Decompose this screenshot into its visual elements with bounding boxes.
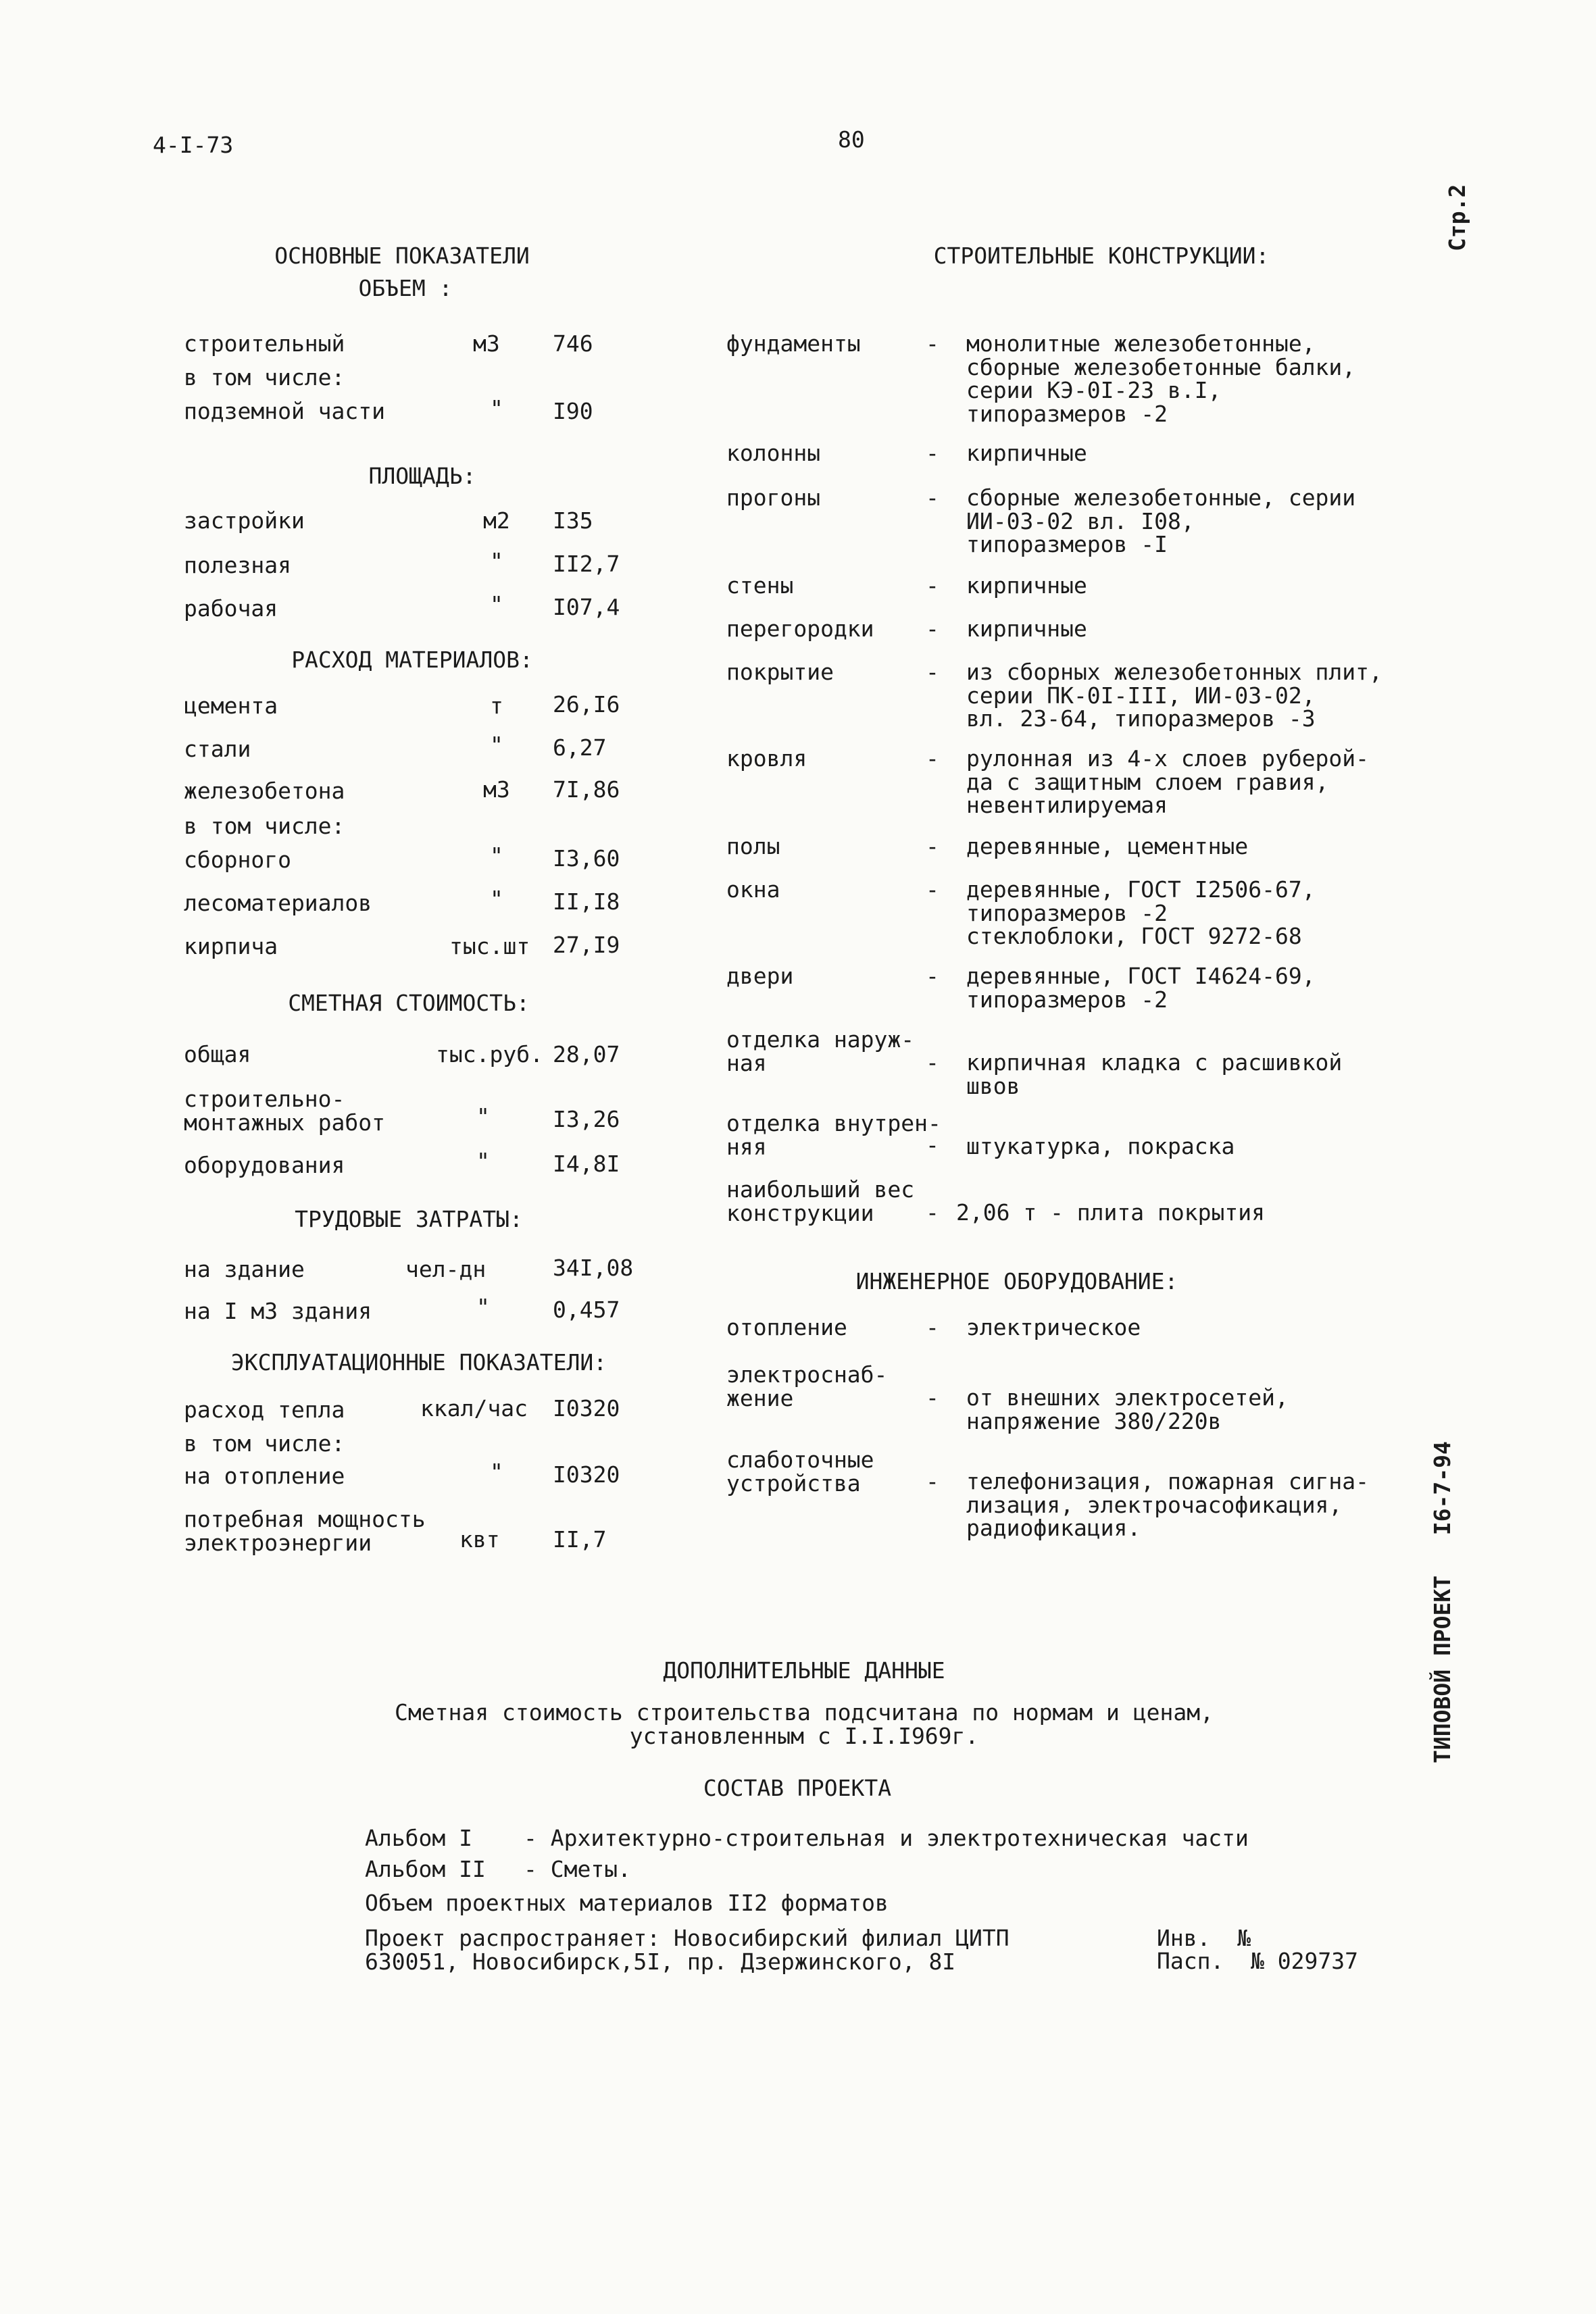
composition-heading: СОСТАВ ПРОЕКТА: [703, 1775, 892, 1801]
row-unit: ": [490, 591, 503, 618]
row-value: II2,7: [553, 551, 620, 577]
constr-value: 2,06 т - плита покрытия: [956, 1199, 1265, 1226]
row-value: I3,60: [553, 845, 620, 872]
row-name: расход тепла: [184, 1397, 345, 1423]
constr-name: колонны: [726, 440, 821, 466]
constr-value: сборные железобетонные, серии ИИ-03-02 вл. I08, типоразмеров -I: [966, 484, 1356, 558]
row-name: железобетона: [184, 778, 345, 804]
eng-dash: -: [926, 1384, 939, 1411]
row-unit: ": [476, 1148, 490, 1174]
area-heading: ПЛОЩАДЬ:: [368, 463, 476, 489]
row-unit: т: [490, 693, 503, 719]
constr-name: фундаменты: [726, 330, 861, 357]
row-unit: ": [490, 886, 503, 912]
eng-name: электроснаб- жение: [726, 1361, 888, 1411]
row-name: оборудования: [184, 1152, 345, 1178]
eng-name: отопление: [726, 1314, 847, 1340]
standard-project-stamp: ТИПОВОЙ ПРОЕКТ I6-7-94: [1429, 1441, 1455, 1763]
row-unit: м3: [483, 776, 510, 803]
inventory-label: Инв. №: [1157, 1925, 1251, 1951]
constr-name: прогоны: [726, 484, 821, 511]
album-label: Альбом I: [365, 1825, 472, 1851]
extra-heading: ДОПОЛНИТЕЛЬНЫЕ ДАННЫЕ: [663, 1657, 945, 1684]
row-unit: ": [490, 395, 503, 422]
row-name: стали: [184, 736, 251, 762]
row-name: на отопление: [184, 1463, 345, 1489]
row-unit: квт: [459, 1526, 500, 1553]
labor-heading: ТРУДОВЫЕ ЗАТРАТЫ:: [295, 1206, 523, 1232]
row-name: в том числе:: [184, 1430, 345, 1457]
row-value: I35: [553, 507, 593, 534]
constr-name: полы: [726, 833, 780, 859]
row-name: общая: [184, 1041, 251, 1067]
row-name: на здание: [184, 1256, 305, 1282]
extra-text: Сметная стоимость строительства подсчитана по нормам и ценам, установленным с I.I.I969г.: [395, 1699, 1214, 1749]
constr-name: отделка внутрен- няя: [726, 1110, 941, 1160]
row-value: I4,8I: [553, 1151, 620, 1177]
exploit-heading: ЭКСПЛУАТАЦИОННЫЕ ПОКАЗАТЕЛИ:: [230, 1349, 607, 1376]
album-text: - Сметы.: [524, 1856, 631, 1882]
row-value: 28,07: [553, 1041, 620, 1067]
constr-name: наибольший вес конструкции: [726, 1176, 915, 1226]
constr-dash: -: [926, 572, 939, 599]
constr-dash: -: [926, 876, 939, 903]
constr-name: кровля: [726, 745, 807, 772]
row-unit: ": [490, 1459, 503, 1485]
row-value: I90: [553, 398, 593, 424]
constr-dash: -: [926, 615, 939, 642]
row-name: на I м3 здания: [184, 1298, 372, 1324]
row-value: 746: [553, 330, 593, 357]
constr-dash: -: [926, 1049, 939, 1076]
eng-dash: -: [926, 1314, 939, 1340]
row-name: кирпича: [184, 933, 278, 959]
row-value: I07,4: [553, 594, 620, 620]
constr-dash: -: [926, 745, 939, 772]
eng-dash: -: [926, 1468, 939, 1494]
constr-name: двери: [726, 963, 794, 989]
row-value: 7I,86: [553, 776, 620, 803]
constr-value: деревянные, ГОСТ I2506-67, типоразмеров -2 стеклоблоки, ГОСТ 9272-68: [966, 876, 1316, 950]
row-value: 34I,08: [553, 1255, 634, 1281]
eng-name: слаботочные устройства: [726, 1447, 874, 1496]
distributor: Проект распространяет: Новосибирский филиал ЦИТП 630051, Новосибирск,5I, пр. Дзержинского, 8I: [365, 1925, 1009, 1975]
row-name: сборного: [184, 847, 291, 873]
volume-heading: ОБЪЕМ :: [358, 275, 453, 301]
row-unit: ": [490, 732, 503, 758]
row-value: 0,457: [553, 1297, 620, 1323]
constr-dash: -: [926, 1199, 939, 1226]
constructions-heading: СТРОИТЕЛЬНЫЕ КОНСТРУКЦИИ:: [933, 243, 1270, 269]
constr-name: покрытие: [726, 659, 834, 685]
row-value: 27,I9: [553, 932, 620, 958]
row-unit: ": [476, 1294, 490, 1320]
eng-value: телефонизация, пожарная сигна- лизация, электрочасофикация, радиофикация.: [966, 1468, 1370, 1542]
constr-name: окна: [726, 876, 780, 903]
constr-value: монолитные железобетонные, сборные железобетонные балки, серии КЭ-0I-23 в.I, типоразмеров -2: [966, 330, 1356, 427]
row-name: рабочая: [184, 595, 278, 622]
row-unit: м3: [473, 330, 500, 357]
constr-dash: -: [926, 1132, 939, 1158]
row-value: I0320: [553, 1461, 620, 1488]
constr-dash: -: [926, 484, 939, 511]
constr-dash: -: [926, 330, 939, 357]
main-title: ОСНОВНЫЕ ПОКАЗАТЕЛИ: [274, 243, 530, 269]
constr-dash: -: [926, 440, 939, 466]
volume-note: Объем проектных материалов II2 форматов: [365, 1890, 889, 1916]
constr-dash: -: [926, 963, 939, 989]
row-name: строительный: [184, 330, 345, 357]
constr-value: из сборных железобетонных плит, серии ПК-0I-III, ИИ-03-02, вл. 23-64, типоразмеров -3: [966, 659, 1382, 732]
constr-value: деревянные, цементные: [966, 833, 1249, 859]
row-value: I0320: [553, 1395, 620, 1422]
engineering-heading: ИНЖЕНЕРНОЕ ОБОРУДОВАНИЕ:: [855, 1268, 1178, 1294]
row-name: строительно- монтажных работ: [184, 1086, 386, 1136]
row-name: застройки: [184, 507, 305, 534]
album-text: - Архитектурно-строительная и электротехническая части: [524, 1825, 1249, 1851]
row-unit: ": [490, 548, 503, 574]
row-name: полезная: [184, 552, 291, 578]
constr-value: кирпичная кладка с расшивкой швов: [966, 1049, 1343, 1099]
constr-value: кирпичные: [966, 440, 1087, 466]
row-value: 26,I6: [553, 691, 620, 718]
row-unit: ": [490, 842, 503, 869]
row-name: подземной части: [184, 398, 386, 424]
materials-heading: РАСХОД МАТЕРИАЛОВ:: [291, 647, 533, 673]
row-unit: тыс.шт: [449, 933, 530, 959]
eng-value: от внешних электросетей, напряжение 380/220в: [966, 1384, 1289, 1434]
cost-heading: СМЕТНАЯ СТОИМОСТЬ:: [288, 990, 530, 1016]
constr-dash: -: [926, 659, 939, 685]
constr-name: стены: [726, 572, 794, 599]
album-label: Альбом II: [365, 1856, 486, 1882]
row-name: в том числе:: [184, 364, 345, 391]
page-number: 80: [838, 126, 865, 153]
row-unit: ": [476, 1103, 490, 1130]
passport-label: Пасп. № 029737: [1157, 1948, 1359, 1974]
row-unit: тыс.руб.: [436, 1041, 543, 1067]
row-unit: ккал/час: [420, 1395, 528, 1422]
row-name: цемента: [184, 693, 278, 719]
eng-value: электрическое: [966, 1314, 1141, 1340]
row-value: I3,26: [553, 1106, 620, 1132]
constr-value: кирпичные: [966, 615, 1087, 642]
side-page-label: Стр.2: [1444, 184, 1470, 251]
constr-dash: -: [926, 833, 939, 859]
row-name: потребная мощность электроэнергии: [184, 1506, 426, 1556]
row-unit: м2: [483, 507, 510, 534]
row-value: II,I8: [553, 888, 620, 915]
constr-value: штукатурка, покраска: [966, 1133, 1235, 1159]
constr-value: кирпичные: [966, 572, 1087, 599]
constr-name: перегородки: [726, 615, 874, 642]
row-value: 6,27: [553, 734, 607, 761]
constr-name: отделка наруж- ная: [726, 1026, 915, 1076]
row-unit: чел-дн: [405, 1256, 487, 1282]
constr-value: деревянные, ГОСТ I4624-69, типоразмеров -2: [966, 963, 1316, 1013]
constr-value: рулонная из 4-х слоев руберой- да с защитным слоем гравия, невентилируемая: [966, 745, 1370, 819]
row-value: II,7: [553, 1526, 607, 1553]
row-name: в том числе:: [184, 813, 345, 839]
doc-code: 4-I-73: [153, 132, 234, 158]
row-name: лесоматериалов: [184, 890, 372, 916]
